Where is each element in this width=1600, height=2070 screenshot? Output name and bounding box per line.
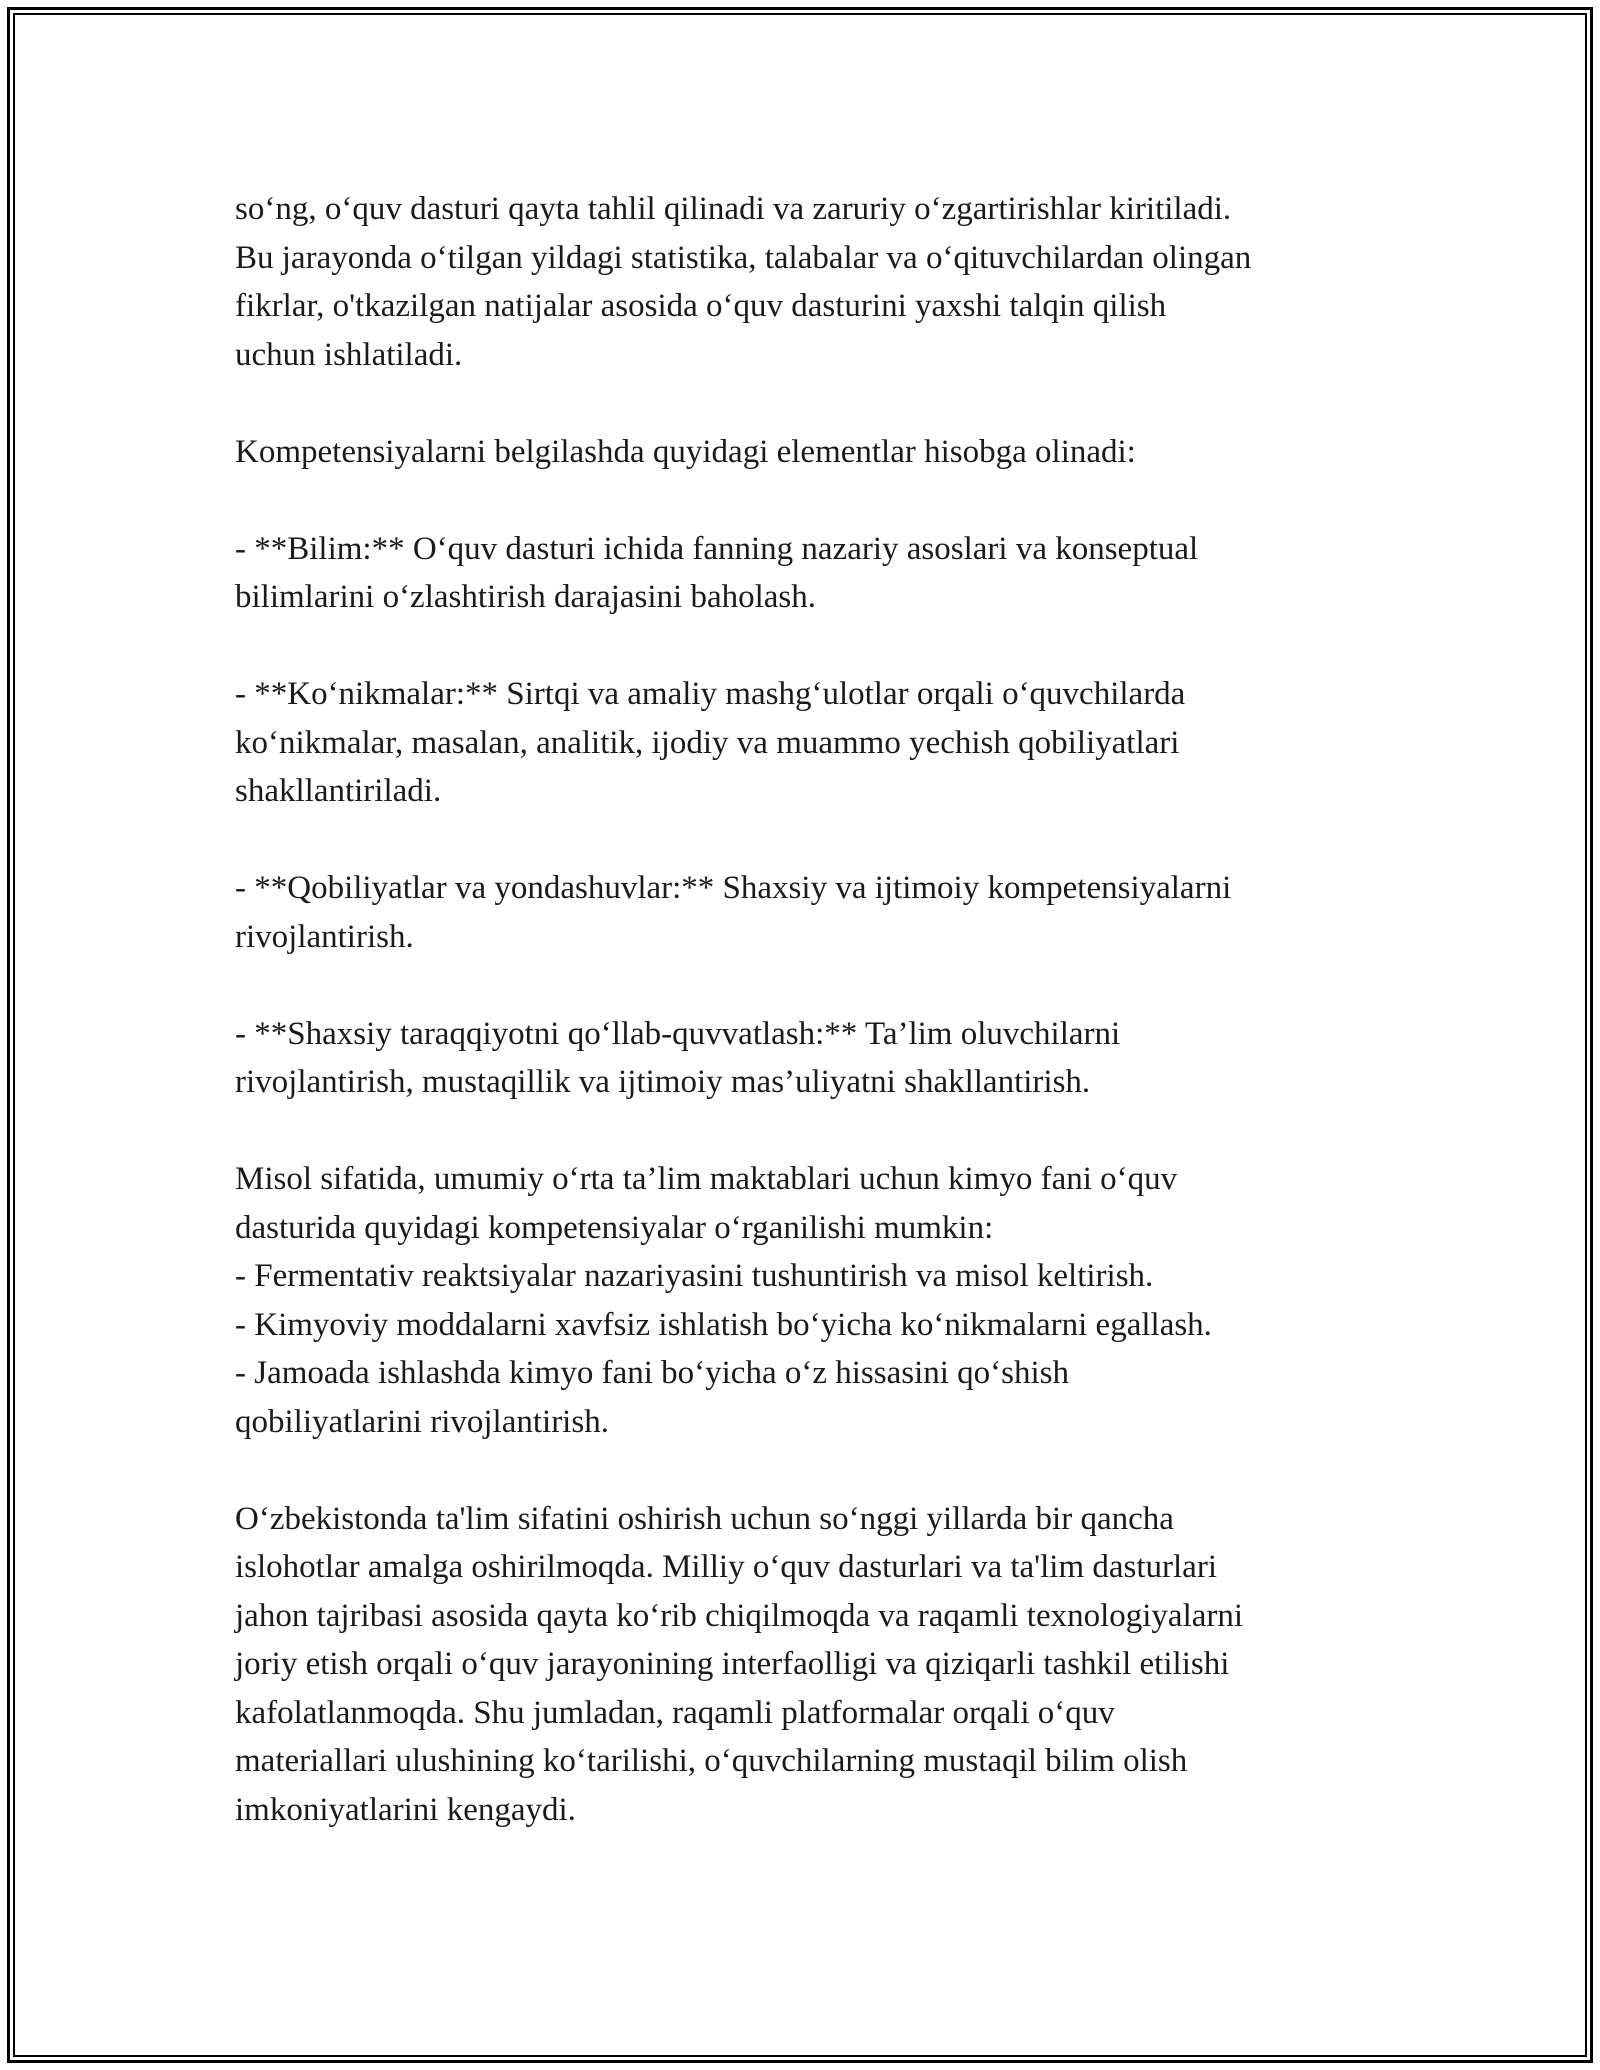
list-item-knowledge: - **Bilim:** O‘quv dasturi ichida fanning nazariy asoslari va konseptual bilimlarini o‘zlashtirish darajasini baholash.	[235, 530, 1199, 615]
list-item-abilities: - **Qobiliyatlar va yondashuvlar:** Shaxsiy va ijtimoiy kompetensiyalarni rivojlantirish.	[235, 870, 1232, 955]
list-item-personal-development: - **Shaxsiy taraqqiyotni qo‘llab-quvvatlash:** Ta’lim oluvchilarni rivojlantirish, mustaqillik va ijtimoiy mas’uliyatni shakllantirish.	[235, 1015, 1121, 1100]
list-item-skills: - **Ko‘nikmalar:** Sirtqi va amaliy mashg‘ulotlar orqali o‘quvchilarda ko‘nikmalar, masalan, analitik, ijodiy va muammo yechish qobiliyatlari shakllantiriladi.	[235, 676, 1186, 809]
document-body	[235, 185, 1435, 1834]
paragraph-curriculum-revision: so‘ng, o‘quv dasturi qayta tahlil qilinadi va zaruriy o‘zgartirishlar kiritiladi. Bu jarayonda o‘tilgan yildagi statistika, talabalar va o‘qituvchilardan olingan fikrlar, o'tkazilgan natijalar asosida o‘quv dasturini yaxshi talqin qilish uchun ishlatiladi.	[235, 191, 1252, 373]
paragraph-chemistry-example: Misol sifatida, umumiy o‘rta ta’lim maktablari uchun kimyo fani o‘quv dasturida quyidagi kompetensiyalar o‘rganilishi mumkin: - Fermentativ reaktsiyalar nazariyasini tushuntirish va misol keltirish. - Kimyoviy moddalarni xavfsiz ishlatish bo‘yicha ko‘nikmalarni egallash. - Jamoada ishlashda kimyo fani bo‘yicha o‘z hissasini qo‘shish qobiliyatlarini rivojlantirish.	[235, 1161, 1212, 1440]
paragraph-competency-intro: Kompetensiyalarni belgilashda quyidagi elementlar hisobga olinadi:	[235, 433, 1136, 470]
paragraph-uzbekistan-reforms: O‘zbekistonda ta'lim sifatini oshirish uchun so‘nggi yillarda bir qancha islohotlar amalga oshirilmoqda. Milliy o‘quv dasturlari va ta'lim dasturlari jahon tajribasi asosida qayta ko‘rib chiqilmoqda va raqamli texnologiyalarni joriy etish orqali o‘quv jarayonining interfaolligi va qiziqarli tashkil etilishi kafolatlanmoqda. Shu jumladan, raqamli platformalar orqali o‘quv materiallari ulushining ko‘tarilishi, o‘quvchilarning mustaqil bilim olish imkoniyatlarini kengaydi.	[235, 1500, 1244, 1828]
